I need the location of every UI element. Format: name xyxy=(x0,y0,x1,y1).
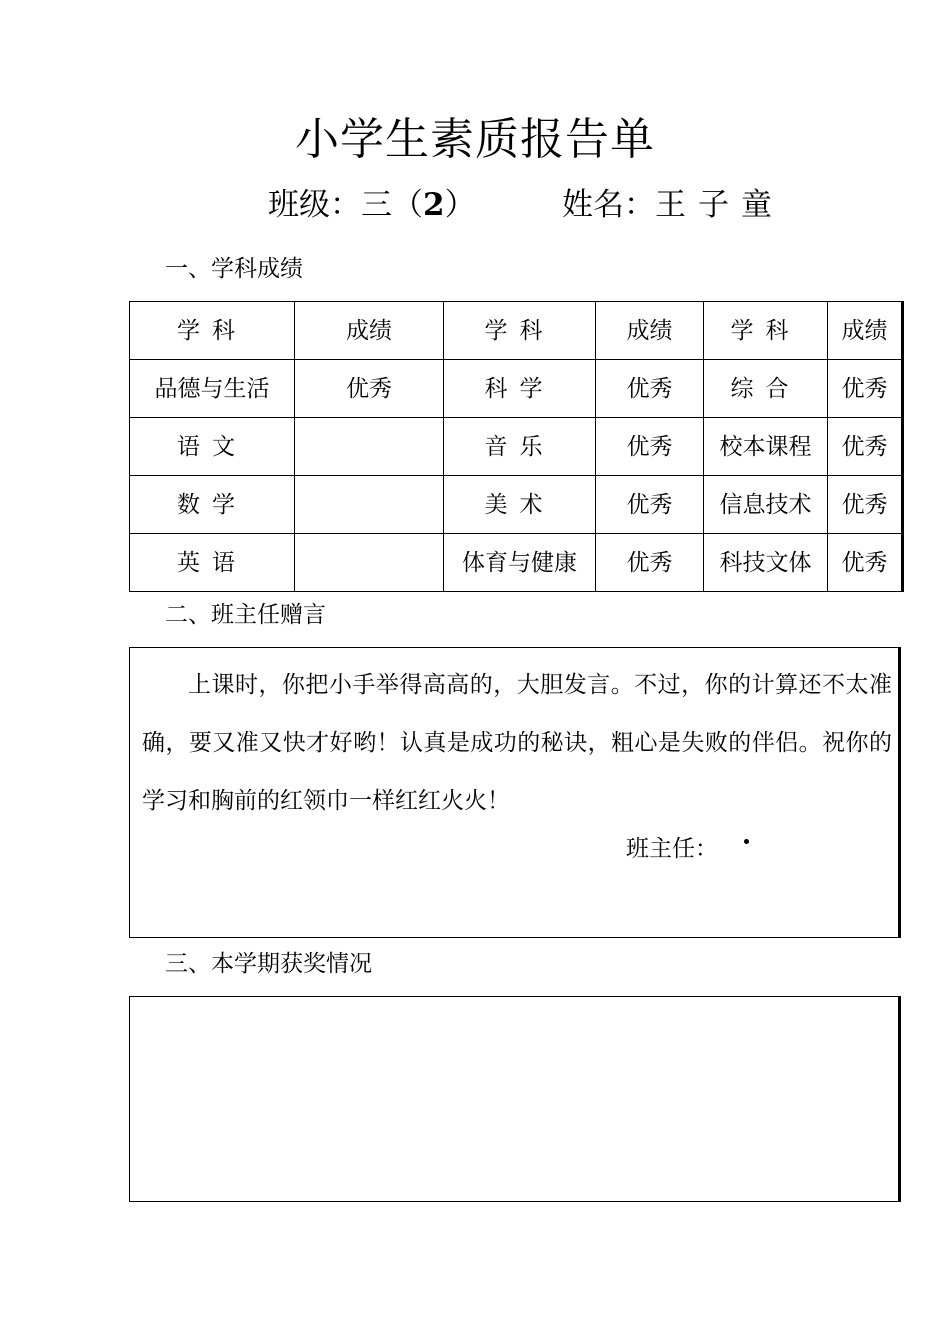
table-row xyxy=(130,534,903,592)
class-prefix: 三（ xyxy=(361,187,423,223)
subject-cell: 语文 xyxy=(130,418,295,476)
awards-box xyxy=(129,996,901,1202)
grade-cell: 优秀 xyxy=(596,418,704,476)
class-label: 班级： xyxy=(268,187,361,223)
teacher-signature-label: 班主任： xyxy=(626,836,718,862)
grade-cell: 优秀 xyxy=(828,418,903,476)
header-cell: 学科 xyxy=(704,302,828,360)
signature-mark xyxy=(744,839,749,844)
section-heading-grades: 一、学科成绩 xyxy=(165,256,303,282)
subject-cell: 科学 xyxy=(444,360,596,418)
subject-cell: 体育与健康 xyxy=(444,534,596,592)
page-title: 小学生素质报告单 xyxy=(295,114,655,165)
header-cell: 成绩 xyxy=(596,302,704,360)
subject-cell: 信息技术 xyxy=(704,476,828,534)
section-heading-comment: 二、班主任赠言 xyxy=(165,602,326,628)
grade-cell: 优秀 xyxy=(295,360,444,418)
grade-cell: 优秀 xyxy=(596,476,704,534)
teacher-comment-text: 上课时，你把小手举得高高的，大胆发言。不过，你的计算还不太准确，要又准又快才好哟！认真是成功的秘诀，粗心是失败的伴侣。祝你的学习和胸前的红领巾一样红红火火！ xyxy=(142,672,892,814)
grade-cell: 优秀 xyxy=(828,476,903,534)
grades-table-body xyxy=(130,302,903,592)
grade-cell xyxy=(295,418,444,476)
grades-table xyxy=(129,301,904,592)
class-number: 2 xyxy=(423,187,445,223)
name-info xyxy=(562,184,784,226)
teacher-comment-box xyxy=(129,647,901,938)
subject-cell: 科技文体 xyxy=(704,534,828,592)
class-info xyxy=(268,184,476,226)
table-row xyxy=(130,476,903,534)
header-cell: 成绩 xyxy=(828,302,903,360)
grade-cell: 优秀 xyxy=(596,360,704,418)
header-cell: 成绩 xyxy=(295,302,444,360)
grade-cell: 优秀 xyxy=(828,534,903,592)
subject-cell: 校本课程 xyxy=(704,418,828,476)
table-row xyxy=(130,360,903,418)
name-label: 姓名： xyxy=(562,187,655,223)
grade-cell xyxy=(295,476,444,534)
subject-cell: 品德与生活 xyxy=(130,360,295,418)
section-heading-awards: 三、本学期获奖情况 xyxy=(165,951,372,977)
grade-cell: 优秀 xyxy=(596,534,704,592)
header-cell: 学科 xyxy=(130,302,295,360)
table-header-row xyxy=(130,302,903,360)
table-row xyxy=(130,418,903,476)
grade-cell xyxy=(295,534,444,592)
subject-cell: 英语 xyxy=(130,534,295,592)
subject-cell: 数学 xyxy=(130,476,295,534)
subject-cell: 综合 xyxy=(704,360,828,418)
class-suffix: ） xyxy=(444,187,476,223)
header-cell: 学科 xyxy=(444,302,596,360)
subject-cell: 美术 xyxy=(444,476,596,534)
grade-cell: 优秀 xyxy=(828,360,903,418)
student-name: 王子童 xyxy=(655,187,784,223)
subject-cell: 音乐 xyxy=(444,418,596,476)
